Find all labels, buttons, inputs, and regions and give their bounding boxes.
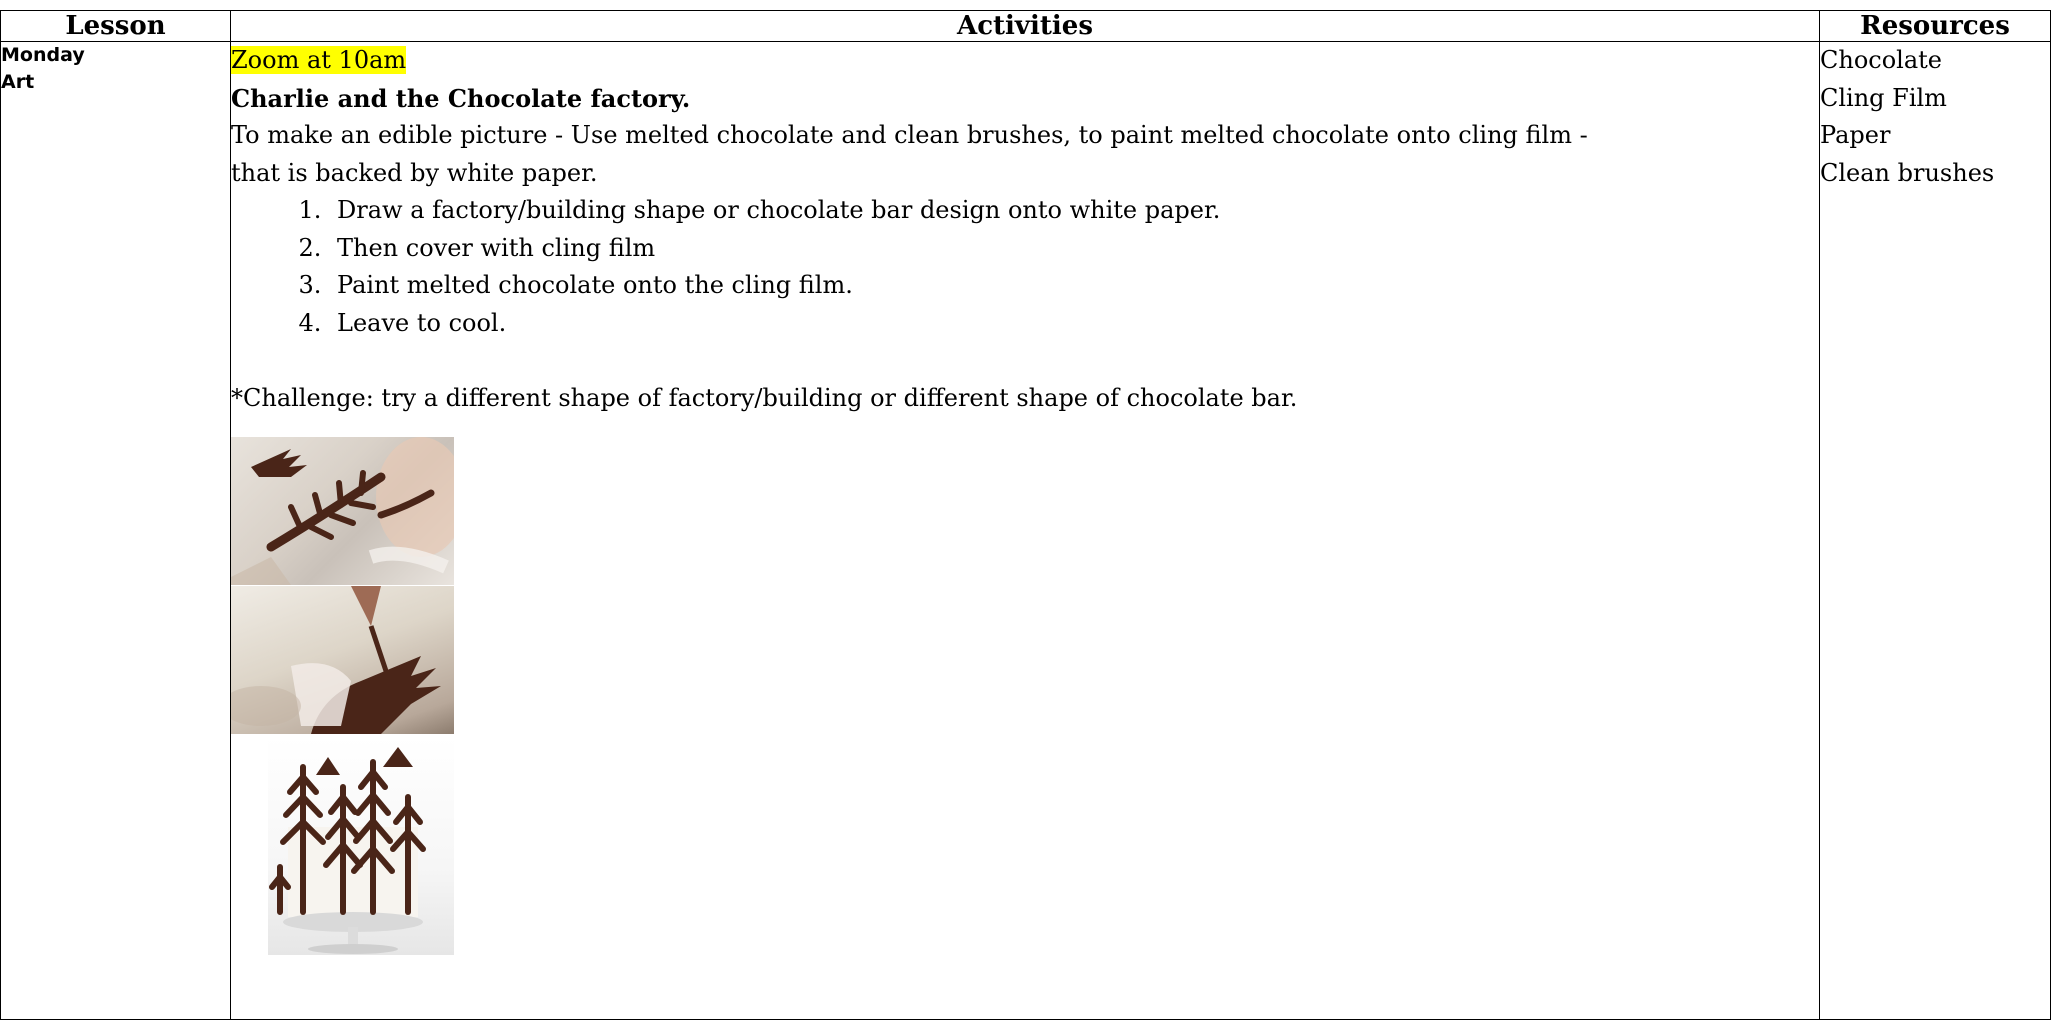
spacer [231,342,1819,380]
resource-item: Paper [1820,121,1891,149]
activities-column-header: Activities [231,11,1820,42]
table-row [1,42,2051,1020]
header-row [1,11,2051,42]
resources-cell [1820,42,2051,1020]
list-item: 1. Draw a factory/building shape or chocolate bar design onto white paper. [329,192,1819,230]
activity-intro-line-2: that is backed by white paper. [231,158,598,187]
lesson-column-header: Lesson [1,11,231,42]
resource-item: Cling Film [1820,83,1947,112]
example-photos [231,437,471,957]
list-item: 4. Leave to cool. [329,305,1819,343]
lesson-day: Monday [1,44,85,66]
steps-list [231,192,1819,342]
lesson-plan-table [0,10,2051,1020]
activity-intro-line-1: To make an edible picture - Use melted chocolate and clean brushes, to paint melted chocolate onto cling film - [231,121,1588,149]
lesson-subject: Art [1,71,35,93]
chocolate-tree-cake-photo [268,737,454,955]
activity-title: Charlie and the Chocolate factory. [231,83,691,113]
list-item: 2. Then cover with cling film [329,230,1819,268]
piping-chocolate-photo [231,586,454,734]
zoom-note: Zoom at 10am [231,46,407,74]
resources-column-header: Resources [1820,11,2051,42]
activities-cell [231,42,1820,1020]
challenge-text: *Challenge: try a different shape of factory/building or different shape of chocolate bar. [231,383,1298,412]
chocolate-leaves-photo [231,437,454,585]
resource-item: Clean brushes [1820,158,1995,187]
list-item: 3. Paint melted chocolate onto the cling film. [329,267,1819,305]
lesson-cell [1,42,231,1020]
resource-item: Chocolate [1820,46,1942,74]
